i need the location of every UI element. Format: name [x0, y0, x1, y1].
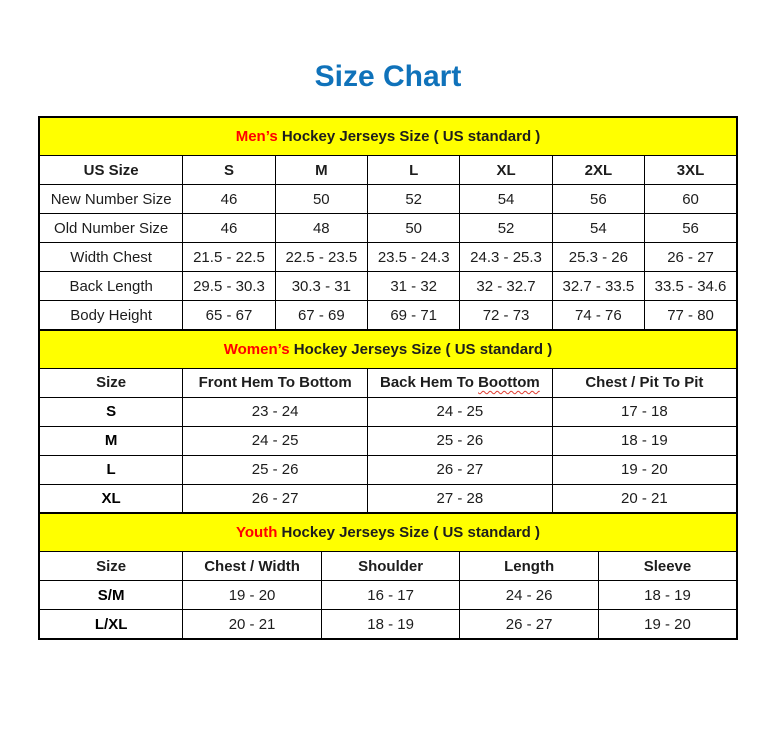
table-cell: 31 - 32	[368, 272, 460, 301]
table-cell: 46	[183, 185, 275, 214]
table-cell: 46	[183, 214, 275, 243]
table-row	[39, 272, 737, 301]
table-cell: 20 - 21	[183, 610, 322, 640]
youth-size-table	[38, 512, 738, 640]
heading-accent: Women’s	[223, 340, 290, 358]
table-cell: 26 - 27	[460, 610, 599, 640]
column-header: XL	[460, 156, 552, 185]
table-cell: 69 - 71	[368, 301, 460, 331]
column-header: Length	[460, 552, 599, 581]
row-label: L	[39, 455, 183, 484]
size-tables	[38, 116, 738, 640]
table-row	[39, 426, 737, 455]
womens-heading-row	[39, 330, 737, 369]
womens-size-table	[38, 329, 738, 515]
table-cell: 65 - 67	[183, 301, 275, 331]
row-label: S/M	[39, 581, 183, 610]
table-row	[39, 484, 737, 514]
table-row	[39, 581, 737, 610]
table-cell: 25 - 26	[183, 455, 368, 484]
youth-section-heading: Youth Hockey Jerseys Size ( US standard )	[39, 513, 737, 552]
row-label: Old Number Size	[39, 214, 183, 243]
table-cell: 26 - 27	[183, 484, 368, 514]
heading-accent: Youth	[236, 524, 278, 541]
table-cell: 18 - 19	[552, 426, 737, 455]
table-row	[39, 243, 737, 272]
table-cell: 74 - 76	[552, 301, 644, 331]
mens-heading-row	[39, 117, 737, 156]
misspelled-word: Boottom	[478, 374, 540, 391]
table-cell: 32.7 - 33.5	[552, 272, 644, 301]
row-label: New Number Size	[39, 185, 183, 214]
table-cell: 56	[645, 214, 737, 243]
column-header: Front Hem To Bottom	[183, 368, 368, 397]
row-label: XL	[39, 484, 183, 514]
table-cell: 26 - 27	[368, 455, 553, 484]
table-cell: 24.3 - 25.3	[460, 243, 552, 272]
table-row	[39, 301, 737, 331]
table-cell: 50	[368, 214, 460, 243]
row-label: L/XL	[39, 610, 183, 640]
row-label: M	[39, 426, 183, 455]
table-cell: 25 - 26	[368, 426, 553, 455]
table-cell: 19 - 20	[552, 455, 737, 484]
heading-accent: Men’s	[235, 128, 278, 145]
table-cell: 25.3 - 26	[552, 243, 644, 272]
table-cell: 22.5 - 23.5	[275, 243, 367, 272]
column-header: Size	[39, 552, 183, 581]
table-cell: 30.3 - 31	[275, 272, 367, 301]
table-cell: 17 - 18	[552, 397, 737, 426]
table-cell: 56	[552, 185, 644, 214]
table-cell: 21.5 - 22.5	[183, 243, 275, 272]
row-label: Back Length	[39, 272, 183, 301]
row-label: Body Height	[39, 301, 183, 331]
column-header: Back Hem To Boottom	[368, 368, 553, 397]
table-cell: 32 - 32.7	[460, 272, 552, 301]
table-cell: 29.5 - 30.3	[183, 272, 275, 301]
column-header: S	[183, 156, 275, 185]
page-title: Size Chart	[314, 60, 462, 93]
table-cell: 27 - 28	[368, 484, 553, 514]
column-header: US Size	[39, 156, 183, 185]
table-cell: 19 - 20	[598, 610, 737, 640]
table-cell: 18 - 19	[598, 581, 737, 610]
table-row	[39, 610, 737, 640]
table-cell: 60	[645, 185, 737, 214]
table-cell: 50	[275, 185, 367, 214]
column-header: Sleeve	[598, 552, 737, 581]
table-cell: 26 - 27	[645, 243, 737, 272]
table-row	[39, 185, 737, 214]
table-row	[39, 455, 737, 484]
row-label: S	[39, 397, 183, 426]
column-header: M	[275, 156, 367, 185]
table-cell: 52	[460, 214, 552, 243]
table-cell: 23 - 24	[183, 397, 368, 426]
row-label: Width Chest	[39, 243, 183, 272]
table-cell: 48	[275, 214, 367, 243]
table-cell: 23.5 - 24.3	[368, 243, 460, 272]
table-row	[39, 214, 737, 243]
table-cell: 33.5 - 34.6	[645, 272, 737, 301]
table-cell: 16 - 17	[321, 581, 460, 610]
column-header: Size	[39, 368, 183, 397]
table-cell: 77 - 80	[645, 301, 737, 331]
mens-section-heading: Men’s Hockey Jerseys Size ( US standard )	[39, 117, 737, 156]
table-cell: 20 - 21	[552, 484, 737, 514]
table-cell: 54	[460, 185, 552, 214]
column-header: Shoulder	[321, 552, 460, 581]
table-cell: 24 - 25	[368, 397, 553, 426]
table-cell: 72 - 73	[460, 301, 552, 331]
column-header: 3XL	[645, 156, 737, 185]
column-header: Chest / Width	[183, 552, 322, 581]
womens-section-heading: Women’s Hockey Jerseys Size ( US standard )	[39, 330, 737, 369]
table-row	[39, 397, 737, 426]
table-cell: 24 - 26	[460, 581, 599, 610]
table-cell: 24 - 25	[183, 426, 368, 455]
column-header: 2XL	[552, 156, 644, 185]
table-cell: 19 - 20	[183, 581, 322, 610]
table-cell: 54	[552, 214, 644, 243]
youth-column-header-row	[39, 552, 737, 581]
youth-heading-row	[39, 513, 737, 552]
mens-size-table	[38, 116, 738, 331]
table-cell: 18 - 19	[321, 610, 460, 640]
table-cell: 52	[368, 185, 460, 214]
table-cell: 67 - 69	[275, 301, 367, 331]
womens-column-header-row	[39, 368, 737, 397]
column-header: Chest / Pit To Pit	[552, 368, 737, 397]
mens-column-header-row	[39, 156, 737, 185]
column-header: L	[368, 156, 460, 185]
